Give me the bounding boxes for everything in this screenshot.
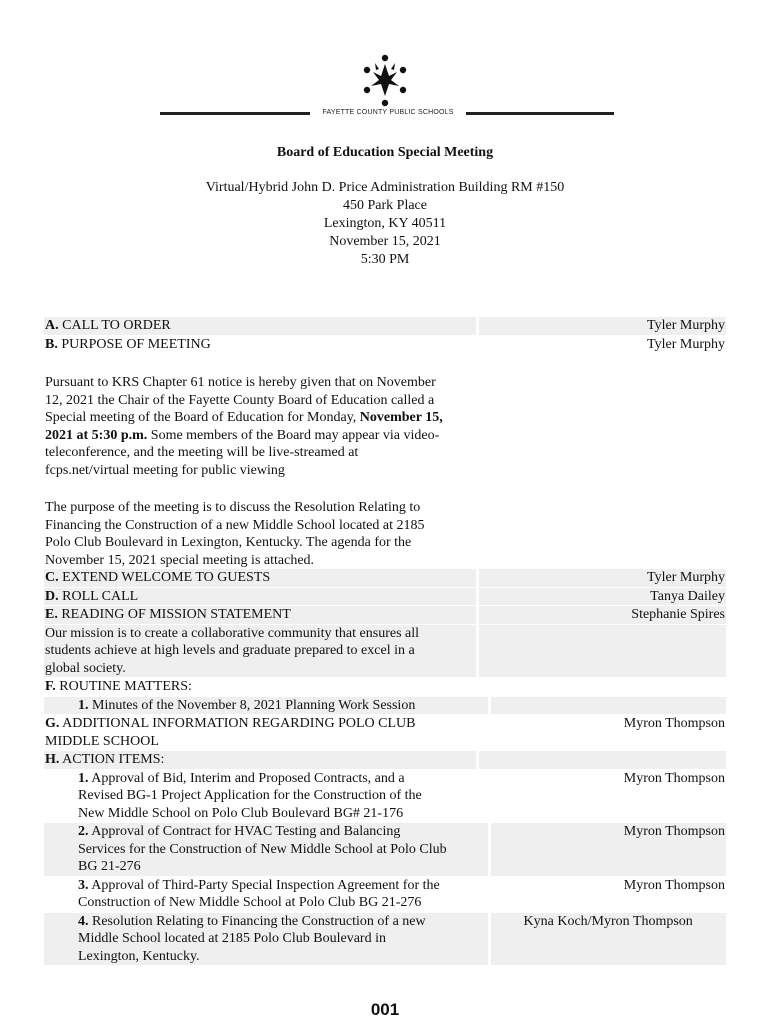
header-rule-left — [160, 112, 310, 115]
agenda-row-h4: 4. Resolution Relating to Financing the Construction of a new Middle School located at 2185 Polo Club Boulevard in Lexington, Kentucky. Kyna Koch/Myron Thompson — [44, 913, 726, 966]
item-presenter: Myron Thompson — [479, 715, 726, 750]
fcps-logo-icon — [355, 50, 415, 110]
address-line: Lexington, KY 40511 — [323, 216, 447, 231]
agenda-row-h1: 1. Approval of Bid, Interim and Proposed Contracts, and a Revised BG-1 Project Application for the Construction of the New Middle School on Polo Club Boulevard BG# 21-176 Myron Thompson — [44, 770, 726, 823]
item-letter: C. — [45, 570, 59, 585]
item-number: 3. — [78, 877, 89, 893]
item-label: PURPOSE OF MEETING — [57, 336, 211, 352]
item-letter: A. — [45, 318, 59, 333]
item-label: ROLL CALL — [58, 588, 139, 604]
item-number: 1. — [78, 770, 89, 786]
header-rule-right — [466, 112, 614, 115]
agenda-row-d — [44, 588, 726, 606]
agenda-row-h2: 2. Approval of Contract for HVAC Testing and Balancing Services for the Construction of New Middle School at Polo Club BG 21-276 Myron Thompson — [44, 823, 726, 876]
item-presenter: Tyler Murphy — [479, 317, 726, 335]
school-name: FAYETTE COUNTY PUBLIC SCHOOLS — [322, 109, 454, 116]
agenda-table — [44, 317, 726, 966]
item-presenter: Stephanie Spires — [479, 606, 726, 624]
item-presenter: Kyna Koch/Myron Thompson — [491, 913, 726, 966]
agenda-row-b — [44, 336, 726, 354]
item-label: ROUTINE MATTERS: — [55, 679, 192, 694]
item-letter: B. — [45, 336, 58, 352]
address-line: 450 Park Place — [343, 198, 427, 213]
agenda-row-h3: 3. Approval of Third-Party Special Inspection Agreement for the Construction of New Middle School at Polo Club BG 21-276 Myron Thompson — [44, 877, 726, 912]
item-presenter: Myron Thompson — [491, 877, 726, 912]
item-presenter: Tyler Murphy — [479, 569, 726, 587]
item-label: CALL TO ORDER — [58, 318, 171, 333]
agenda-row-f1 — [44, 697, 726, 715]
meeting-address — [0, 179, 770, 269]
item-letter: E. — [45, 607, 58, 622]
meeting-date: November 15, 2021 — [329, 234, 441, 249]
address-line: Virtual/Hybrid John D. Price Administration Building RM #150 — [205, 180, 565, 195]
agenda-row-g: G. ADDITIONAL INFORMATION REGARDING POLO CLUB MIDDLE SCHOOL Myron Thompson — [45, 716, 725, 749]
notice-paragraph: Pursuant to KRS Chapter 61 notice is hereby given that on November 12, 2021 the Chair of the Fayette County Board of Education called a Special meeting of the Board of Education for Monday, November 15, 2021 at 5:30 p.m. Some members of the Board may appear via video- teleconference, and the meeting will be live-streamed at fcps.net/virtual meeting for public viewing — [44, 374, 477, 479]
item-label: EXTEND WELCOME TO GUESTS — [58, 570, 271, 585]
agenda-row-f — [44, 678, 726, 696]
agenda-row-a — [44, 317, 726, 335]
item-presenter: Myron Thompson — [491, 770, 726, 823]
item-label: Minutes of the November 8, 2021 Planning Work Session — [88, 697, 416, 713]
item-letter: F. — [45, 679, 56, 694]
agenda-row-c — [44, 569, 726, 587]
purpose-paragraph: The purpose of the meeting is to discuss the Resolution Relating to Financing the Construction of a new Middle School located at 2185 Polo Club Boulevard in Lexington, Kentucky. The agenda for the November 15, 2021 special meeting is attached. — [44, 499, 477, 569]
item-label: ADDITIONAL INFORMATION REGARDING POLO CLUB — [59, 716, 416, 731]
mission-statement-row — [44, 625, 726, 678]
item-number: 1. — [78, 697, 89, 713]
item-label: READING OF MISSION STATEMENT — [57, 607, 291, 622]
meeting-title: Board of Education Special Meeting — [276, 145, 494, 160]
agenda-row-e — [44, 606, 726, 624]
item-presenter: Tyler Murphy — [479, 336, 726, 354]
item-number: 4. — [78, 913, 89, 929]
page-number: 001 — [370, 1000, 400, 1019]
meeting-time: 5:30 PM — [360, 252, 410, 267]
item-label: ACTION ITEMS: — [59, 752, 165, 767]
item-letter: H. — [45, 752, 60, 767]
mission-statement: Our mission is to create a collaborative community that ensures all students achieve at high levels and graduate prepared to excel in a global society. — [44, 625, 476, 678]
item-letter: G. — [45, 716, 60, 731]
agenda-row-h — [44, 751, 726, 769]
item-presenter: Tanya Dailey — [479, 588, 726, 606]
item-number: 2. — [78, 824, 89, 839]
item-presenter: Myron Thompson — [491, 823, 726, 876]
item-letter: D. — [45, 588, 59, 604]
